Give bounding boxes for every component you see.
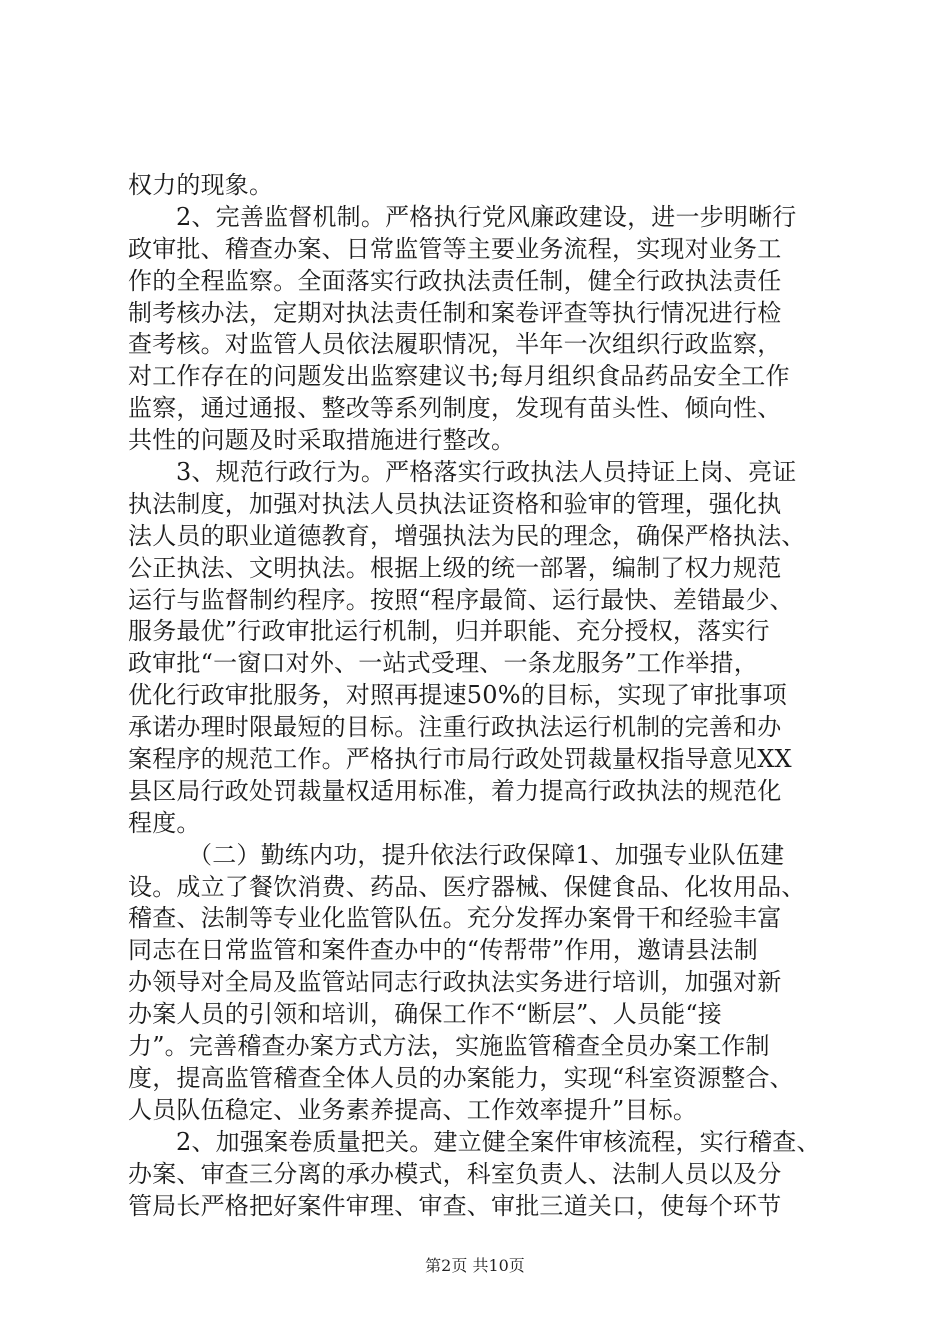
text-line: 2、加强案卷质量把关。建立健全案件审核流程，实行稽查、	[176, 1127, 821, 1156]
text-line: 设。成立了餐饮消费、药品、医疗器械、保健食品、化妆用品、	[128, 872, 806, 901]
text-line: 案程序的规范工作。严格执行市局行政处罚裁量权指导意见XX	[128, 745, 792, 774]
text-line: 查考核。对监管人员依法履职情况，半年一次组织行政监察，	[128, 330, 782, 359]
document-body	[128, 170, 828, 1222]
text-line: 管局长严格把好案件审理、审查、审批三道关口，使每个环节	[128, 1191, 782, 1220]
text-line: （二）勤练内功，提升依法行政保障1、加强专业队伍建	[188, 840, 785, 869]
text-line: 制考核办法，定期对执法责任制和案卷评查等执行情况进行检	[128, 298, 782, 327]
text-line: 执法制度，加强对执法人员执法证资格和验审的管理，强化执	[128, 489, 782, 518]
text-line: 县区局行政处罚裁量权适用标准，着力提高行政执法的规范化	[128, 776, 782, 805]
text-line: 办案、审查三分离的承办模式，科室负责人、法制人员以及分	[128, 1159, 782, 1188]
text-line: 运行与监督制约程序。按照“程序最简、运行最快、差错最少、	[128, 585, 794, 614]
text-line: 办领导对全局及监管站同志行政执法实务进行培训，加强对新	[128, 968, 782, 997]
text-line: 共性的问题及时采取措施进行整改。	[128, 426, 516, 455]
text-line: 政审批“一窗口对外、一站式受理、一条龙服务”工作举措，	[128, 649, 758, 678]
text-line: 服务最优”行政审批运行机制，归并职能、充分授权，落实行	[128, 617, 770, 646]
text-line: 稽查、法制等专业化监管队伍。充分发挥办案骨干和经验丰富	[128, 904, 782, 933]
text-line: 优化行政审批服务，对照再提速50%的目标，实现了审批事项	[128, 681, 787, 710]
text-line: 法人员的职业道德教育，增强执法为民的理念，确保严格执法、	[128, 521, 806, 550]
text-line: 同志在日常监管和案件查办中的“传帮带”作用，邀请县法制	[128, 936, 758, 965]
page-footer: 第2页 共10页	[425, 1256, 525, 1275]
text-line: 程度。	[128, 808, 201, 837]
text-line: 公正执法、文明执法。根据上级的统一部署，编制了权力规范	[128, 553, 782, 582]
text-line: 对工作存在的问题发出监察建议书;每月组织食品药品安全工作	[128, 362, 790, 391]
text-line: 力”。完善稽查办案方式方法，实施监管稽查全员办案工作制	[128, 1032, 770, 1061]
text-line: 办案人员的引领和培训，确保工作不“断层”、人员能“接	[128, 1000, 723, 1029]
text-line: 权力的现象。	[128, 171, 274, 199]
text-line: 监察，通过通报、整改等系列制度，发现有苗头性、倾向性、	[128, 394, 782, 423]
text-line: 人员队伍稳定、业务素养提高、工作效率提升”目标。	[128, 1095, 698, 1124]
text-line: 3、规范行政行为。严格落实行政执法人员持证上岗、亮证	[176, 458, 797, 487]
text-line: 作的全程监察。全面落实行政执法责任制，健全行政执法责任	[128, 266, 782, 295]
text-line: 度，提高监管稽查全体人员的办案能力，实现“科室资源整合、	[128, 1063, 794, 1092]
text-line: 2、完善监督机制。严格执行党风廉政建设，进一步明晰行	[176, 202, 797, 231]
text-line: 承诺办理时限最短的目标。注重行政执法运行机制的完善和办	[128, 713, 782, 742]
text-line: 政审批、稽查办案、日常监管等主要业务流程，实现对业务工	[128, 234, 782, 263]
